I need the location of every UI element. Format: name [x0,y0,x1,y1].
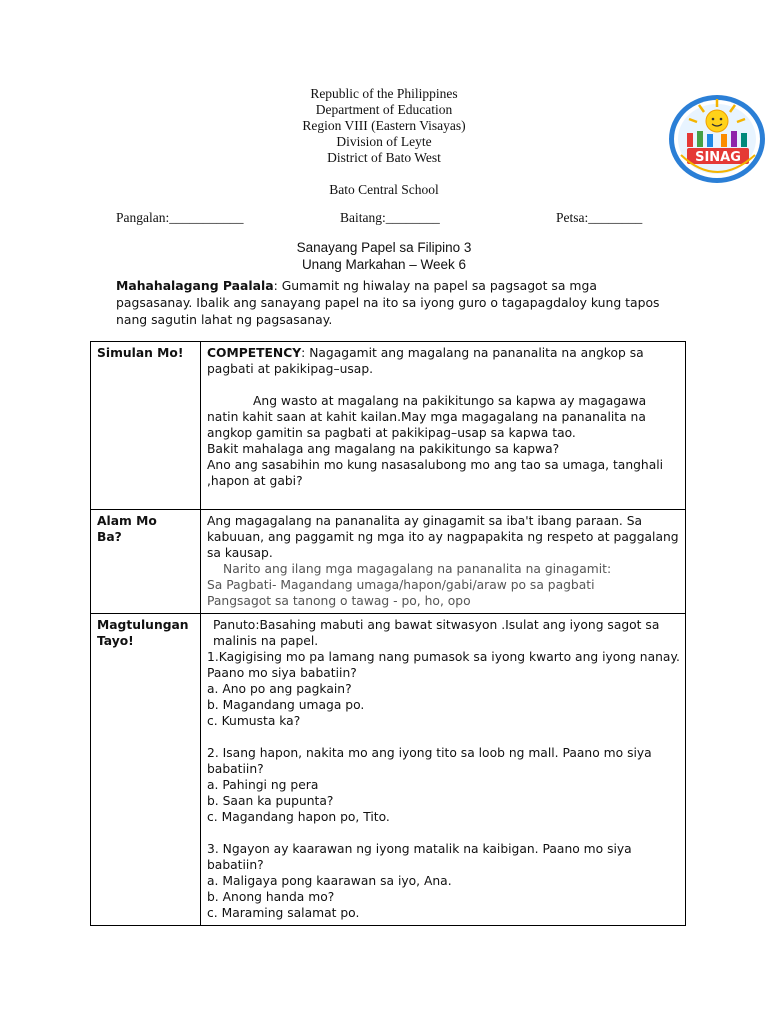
competency-text: : Nagagamit ang magalang na pananalita na angkop sa pagbati at pakikipag–usap. [207,346,644,376]
row-simulan [91,342,686,510]
label-simulan-text: Simulan Mo! [97,346,184,360]
question-1-option-c: c. Kumusta ka? [207,714,301,728]
school-name: Bato Central School [329,182,439,197]
label-simulan [91,342,201,510]
name-field[interactable]: Pangalan:___________ [116,210,244,225]
question-1-option-a: a. Ano po ang pagkain? [207,682,352,696]
label-magtulungan-line-1: Magtulungan [97,618,189,632]
label-magtulungan [91,614,201,926]
content-magtulungan [201,614,686,926]
alam-example-1: Sa Pagbati- Magandang umaga/hapon/gabi/araw po sa pagbati [207,578,595,592]
row-magtulungan [91,614,686,926]
alam-intro: Narito ang ilang mga magagalang na pananalita na ginagamit: [223,562,612,576]
title-line-2: Unang Markahan – Week 6 [301,257,467,272]
question-2-option-a: a. Pahingi ng pera [207,778,319,792]
question-1: 1.Kagigising mo pa lamang nang pumasok sa iyong kwarto ang iyong nanay. Paano mo siya babatiin? [207,650,680,680]
content-alam [201,510,686,614]
header-line-region: Region VIII (Eastern Visayas) [302,118,466,133]
content-simulan [201,342,686,510]
question-3-option-b: b. Anong handa mo? [207,890,335,904]
school-logo [667,93,768,185]
competency-label: COMPETENCY [207,346,302,360]
document-header [0,86,768,198]
question-2: 2. Isang hapon, nakita mo ang iyong tito sa loob ng mall. Paano mo siya babatiin? [207,746,652,776]
header-line-republic: Republic of the Philippines [310,86,458,101]
alam-example-2: Pangsagot sa tanong o tawag - po, ho, opo [207,594,471,608]
simulan-paragraph: Ang wasto at magalang na pakikitungo sa kapwa ay magagawa natin kahit saan at kahit kailan.May mga magagalang na pananalita na angkop gamitin sa pagbati at pakikipag–usap sa kapwa tao. [207,394,647,440]
grade-field[interactable]: Baitang:________ [340,210,440,225]
important-reminder [116,277,661,328]
alam-paragraph: Ang magagalang na pananalita ay ginagamit sa iba't ibang paraan. Sa kabuuan, ang paggamit ng mga ito ay nagpapakita ng respeto at paggalang sa kausap. [207,514,679,560]
simulan-question-2: Ano ang sasabihin mo kung nasasalubong mo ang tao sa umaga, tanghali ,hapon at gabi? [207,458,664,488]
header-line-division: Division of Leyte [336,134,432,149]
header-line-district: District of Bato West [327,150,441,165]
label-alam-line-2: Ba? [97,530,122,544]
label-alam-line-1: Alam Mo [97,514,157,528]
date-field[interactable]: Petsa:________ [556,210,643,225]
question-3: 3. Ngayon ay kaarawan ng iyong matalik na kaibigan. Paano mo siya babatiin? [207,842,632,872]
worksheet-title [0,239,768,273]
title-line-1: Sanayang Papel sa Filipino 3 [296,240,472,255]
logo-text: SINAG [695,150,741,165]
row-alam [91,510,686,614]
question-1-option-b: b. Magandang umaga po. [207,698,365,712]
worksheet-table [90,341,686,926]
student-info-fields [0,210,768,228]
label-magtulungan-line-2: Tayo! [97,634,134,648]
question-3-option-c: c. Maraming salamat po. [207,906,360,920]
question-2-option-c: c. Magandang hapon po, Tito. [207,810,390,824]
question-3-option-a: a. Maligaya pong kaarawan sa iyo, Ana. [207,874,452,888]
simulan-question-1: Bakit mahalaga ang magalang na pakikitungo sa kapwa? [207,442,560,456]
header-line-deped: Department of Education [315,102,453,117]
magtulungan-instructions: Panuto:Basahing mabuti ang bawat sitwasyon .Isulat ang iyong sagot sa malinis na papel. [213,618,660,648]
reminder-text: : Gumamit ng hiwalay na papel sa pagsagot sa mga pagsasanay. Ibalik ang sanayang papel na ito sa iyong guro o tagapagdaloy kung tapos nang sagutin lahat ng pagsasanay. [116,278,660,327]
question-2-option-b: b. Saan ka pupunta? [207,794,334,808]
label-alam [91,510,201,614]
reminder-label: Mahahalagang Paalala [116,278,274,293]
